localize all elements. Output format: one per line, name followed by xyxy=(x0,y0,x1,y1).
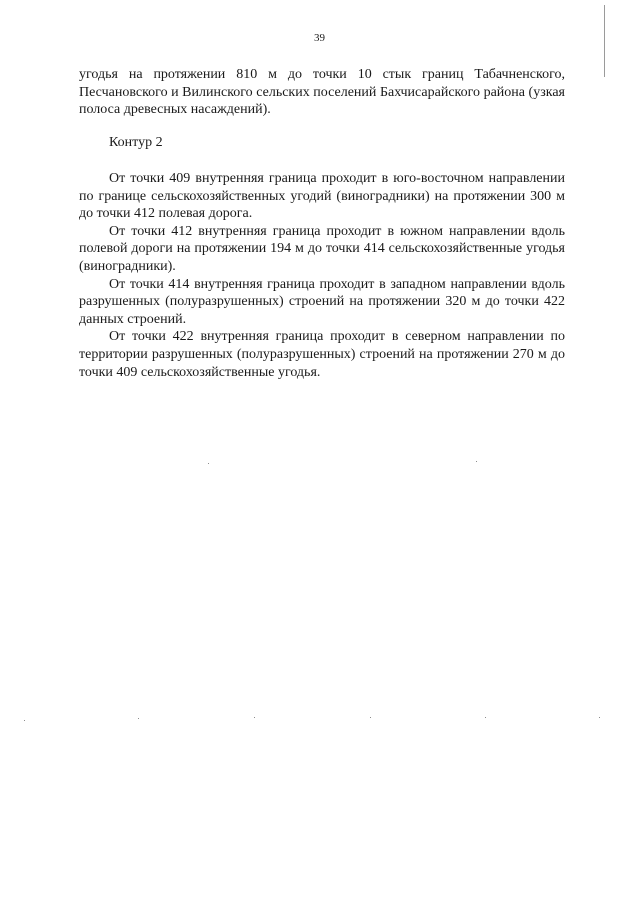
page-number: 39 xyxy=(314,32,325,44)
scan-speck xyxy=(254,717,255,718)
contour-heading: Контур 2 xyxy=(109,135,163,150)
scan-speck xyxy=(476,461,477,462)
contour-body xyxy=(79,170,565,381)
contour-paragraph: От точки 422 внутренняя граница проходит в северном направлении по территории разрушенных (полуразрушенных) строений на протяжении 270 м до точки 409 сельскохозяйственные угодья. xyxy=(79,329,565,380)
scan-speck xyxy=(370,717,371,718)
scan-speck xyxy=(485,717,486,718)
contour-paragraph: От точки 414 внутренняя граница проходит в западном направлении вдоль разрушенных (полуразрушенных) строений на протяжении 320 м до точки 422 данных строений. xyxy=(79,276,565,327)
scan-speck xyxy=(138,718,139,719)
scan-speck xyxy=(24,720,25,721)
contour-paragraph: От точки 412 внутренняя граница проходит в южном направлении вдоль полевой дороги на протяжении 194 м до точки 414 сельскохозяйственные угодья (виноградники). xyxy=(79,223,565,274)
intro-paragraph-block xyxy=(79,66,565,119)
scan-speck xyxy=(599,717,600,718)
scan-speck xyxy=(208,463,209,464)
intro-paragraph: угодья на протяжении 810 м до точки 10 стык границ Табачненского, Песчановского и Вилинского сельских поселений Бахчисарайского района (узкая полоса древесных насаждений). xyxy=(79,67,565,118)
contour-paragraph: От точки 409 внутренняя граница проходит в юго-восточном направлении по границе сельскохозяйственных угодий (виноградники) на протяжении 300 м до точки 412 полевая дорога. xyxy=(79,171,565,222)
